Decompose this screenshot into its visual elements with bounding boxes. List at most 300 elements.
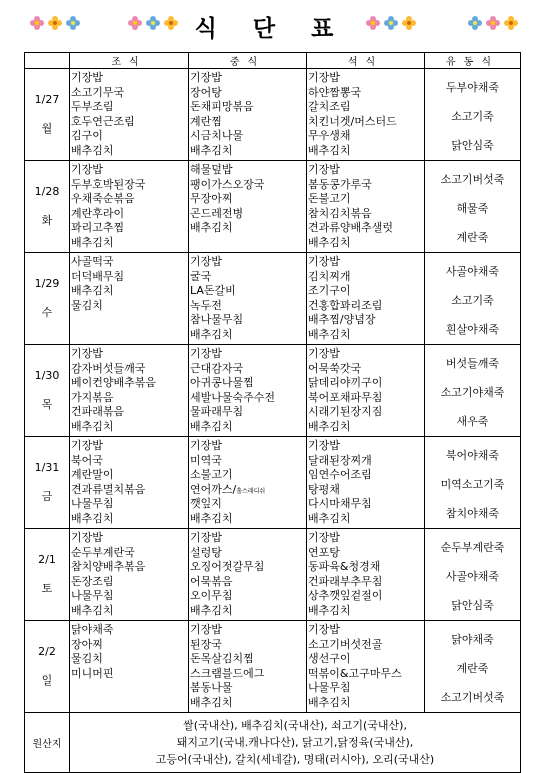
menu-item [71, 512, 188, 527]
menu-item [308, 454, 424, 469]
menu-item [71, 468, 188, 483]
menu-item [308, 391, 424, 406]
menu-item-text: 장어탕 [190, 85, 222, 99]
day-row [25, 161, 521, 253]
dinner-cell [307, 437, 425, 529]
header-corner [25, 53, 70, 69]
menu-item [190, 483, 306, 498]
menu-item-text: 기장밥 [190, 623, 222, 636]
menu-item-text: 배추김치 [308, 511, 351, 525]
menu-item [71, 178, 188, 193]
menu-item-text: 배추김치 [71, 419, 114, 433]
menu-item [71, 115, 188, 130]
menu-item-text: 깻잎지 [190, 497, 222, 510]
menu-item-text: 시래기된장지짐 [308, 405, 383, 418]
menu-item [190, 144, 306, 159]
menu-item-text: 소불고기 [190, 468, 233, 481]
menu-item [308, 115, 424, 130]
menu-item [190, 391, 306, 406]
menu-item [308, 468, 424, 483]
menu-item-text: 참치양배추볶음 [71, 560, 146, 573]
menu-item-text: 김치찌개 [308, 269, 351, 283]
liquid-item: 닭안심죽 [451, 599, 494, 612]
menu-item [190, 531, 306, 546]
menu-item-text: 건파래볶음 [71, 405, 125, 418]
menu-item [308, 347, 424, 362]
menu-item-text: 탕평채 [308, 482, 340, 496]
menu-item [308, 497, 424, 512]
origin-line: 돼지고기(국내.캐나다산), 닭고기,닭정육(국내산), [176, 736, 414, 749]
menu-item [190, 115, 306, 130]
menu-item [190, 623, 306, 638]
liquid-item: 소고기야채죽 [440, 386, 505, 399]
menu-item [308, 439, 424, 454]
breakfast-cell [70, 621, 189, 713]
liquid-item: 새우죽 [456, 415, 489, 428]
menu-item [190, 454, 306, 469]
menu-item-note: 홀스래디쉬 [236, 487, 266, 495]
menu-item-text: 배추김치 [190, 695, 233, 709]
menu-item [71, 420, 188, 435]
day-cell [25, 345, 70, 437]
menu-item-text: 연포탕 [308, 545, 340, 559]
menu-item [190, 178, 306, 193]
menu-item-text: 배추김치 [190, 511, 233, 525]
menu-item-text: 건홍합꽈리조림 [308, 298, 383, 312]
menu-item-text: 배추김치 [190, 419, 233, 433]
menu-item-text: 두부호박된장국 [71, 177, 146, 191]
menu-item [71, 439, 188, 454]
menu-item [308, 144, 424, 159]
menu-item [190, 71, 306, 86]
menu-item-text: 나물무침 [71, 589, 114, 602]
menu-item [190, 328, 306, 343]
menu-item [308, 313, 424, 328]
menu-item [190, 362, 306, 377]
menu-item [308, 284, 424, 299]
day-row [25, 345, 521, 437]
menu-item [308, 100, 424, 115]
menu-item-text: 기장밥 [308, 347, 340, 360]
menu-item-text: 참나물무침 [190, 313, 244, 326]
liquid-item: 두부야채죽 [445, 81, 500, 94]
menu-item-text: 치킨너겟/머스터드 [308, 114, 397, 128]
liquid-cell [425, 621, 521, 713]
menu-item-text: 기장밥 [308, 71, 340, 84]
liquid-item: 소고기버섯죽 [440, 173, 505, 186]
date-label: 2/1 [38, 553, 56, 566]
lunch-cell [189, 621, 307, 713]
menu-item-text: 스크램블드에그 [190, 666, 265, 680]
menu-item-text: 봄동콩가루국 [308, 177, 372, 191]
menu-item-text: 돈불고기 [308, 192, 351, 205]
origin-label: 원산지 [25, 713, 70, 773]
breakfast-cell [70, 161, 189, 253]
menu-item [190, 129, 306, 144]
menu-item [71, 546, 188, 561]
menu-item [308, 623, 424, 638]
menu-item-text: 기장밥 [308, 255, 340, 268]
menu-item-text: 꽈리고추찜 [71, 221, 125, 234]
menu-item-text: 무우생채 [308, 129, 351, 142]
menu-item [190, 347, 306, 362]
breakfast-cell [70, 529, 189, 621]
menu-item-text: 배추김치 [71, 143, 114, 157]
menu-item-text: 해물덮밥 [190, 163, 233, 176]
menu-item-text: 무장아찌 [190, 192, 233, 205]
liquid-item: 참치야채죽 [445, 507, 500, 520]
menu-item-text: 기장밥 [71, 347, 103, 360]
menu-item-text: 굴국 [190, 269, 212, 283]
liquid-cell [425, 161, 521, 253]
menu-item [71, 652, 188, 667]
menu-item [308, 575, 424, 590]
menu-item-text: 다시마채무침 [308, 497, 372, 510]
menu-item-text: 닭야채죽 [71, 623, 114, 636]
menu-item [308, 696, 424, 711]
menu-item-text: 배추김치 [190, 221, 233, 234]
menu-item [71, 376, 188, 391]
menu-item [71, 192, 188, 207]
menu-item [71, 129, 188, 144]
header-liquid: 유동식 [425, 53, 521, 69]
liquid-item: 흰살야채죽 [445, 323, 500, 336]
menu-item-text: 동파육&청경채 [308, 560, 381, 573]
date-label: 1/27 [34, 93, 60, 106]
weekday-label: 토 [41, 582, 53, 595]
menu-item-text: 나물무침 [71, 497, 114, 510]
menu-item-text: 건파래부추무침 [308, 574, 383, 588]
liquid-item: 소고기죽 [451, 110, 494, 123]
liquid-item: 순두부계란죽 [440, 541, 505, 554]
menu-item-text: 배추김치 [308, 327, 351, 341]
menu-item-text: 돈장조림 [71, 574, 114, 588]
lunch-cell [189, 437, 307, 529]
liquid-cell [425, 529, 521, 621]
day-row [25, 69, 521, 161]
header [0, 0, 542, 42]
menu-item-text: 기장밥 [190, 255, 222, 268]
menu-item [190, 667, 306, 682]
menu-item-text: 기장밥 [190, 71, 222, 84]
liquid-item: 북어야채죽 [445, 449, 500, 462]
menu-item [71, 163, 188, 178]
page-title: 식 단 표 [194, 16, 348, 42]
weekday-label: 목 [41, 398, 53, 411]
menu-item [71, 623, 188, 638]
flower-decoration-icon [366, 16, 380, 30]
menu-item-text: 계란말이 [71, 468, 114, 481]
menu-item [190, 284, 306, 299]
menu-item [71, 236, 188, 251]
liquid-item: 닭안심죽 [451, 139, 494, 152]
dinner-cell [307, 345, 425, 437]
menu-item-text: 갈치조림 [308, 100, 351, 113]
menu-item [71, 362, 188, 377]
dinner-cell [307, 69, 425, 161]
dinner-cell [307, 621, 425, 713]
date-label: 1/30 [34, 369, 60, 382]
menu-item-text: 사골떡국 [71, 255, 114, 268]
menu-item-text: 배추찜/양념장 [308, 313, 376, 326]
menu-item [71, 405, 188, 420]
liquid-item: 계란죽 [456, 231, 489, 244]
menu-item-text: 기장밥 [308, 163, 340, 176]
menu-item [190, 497, 306, 512]
day-row [25, 437, 521, 529]
menu-item-text: 배추김치 [71, 284, 114, 297]
menu-item [190, 439, 306, 454]
menu-item [308, 129, 424, 144]
menu-item [308, 270, 424, 285]
liquid-item: 소고기죽 [451, 294, 494, 307]
menu-item [308, 560, 424, 575]
menu-item [190, 405, 306, 420]
lunch-cell [189, 345, 307, 437]
menu-item [190, 100, 306, 115]
menu-item [71, 497, 188, 512]
menu-item [308, 604, 424, 619]
menu-item-text: 배추김치 [308, 603, 351, 617]
menu-item [190, 313, 306, 328]
menu-item [190, 696, 306, 711]
menu-item-text: 세발나물숙주수전 [190, 390, 276, 404]
menu-item-text: 된장국 [190, 637, 222, 651]
menu-item-text: 기장밥 [308, 439, 340, 452]
menu-item [190, 299, 306, 314]
lunch-cell [189, 529, 307, 621]
menu-item [308, 255, 424, 270]
menu-item [190, 255, 306, 270]
menu-item-text: 기장밥 [71, 163, 103, 176]
menu-item [308, 299, 424, 314]
menu-item [71, 100, 188, 115]
menu-item [308, 328, 424, 343]
breakfast-cell [70, 253, 189, 345]
menu-item-text: 근대감자국 [190, 361, 244, 375]
origin-info [70, 713, 521, 773]
menu-item [190, 86, 306, 101]
menu-item-text: 장아찌 [71, 637, 103, 651]
menu-item-text: 곤드레전병 [190, 206, 244, 220]
menu-item-text: 배추김치 [190, 327, 233, 341]
menu-item [71, 391, 188, 406]
menu-item-text: 닭데리야끼구이 [308, 376, 383, 389]
weekday-label: 일 [41, 674, 53, 687]
menu-item-text: 설렁탕 [190, 545, 222, 559]
menu-item-text: 배추김치 [308, 143, 351, 157]
menu-item [190, 221, 306, 236]
day-cell [25, 253, 70, 345]
menu-item [190, 163, 306, 178]
menu-item [308, 192, 424, 207]
menu-item-text: 더덕배무침 [71, 269, 125, 283]
menu-item [308, 589, 424, 604]
menu-item-text: 어묵쑥갓국 [308, 361, 362, 375]
menu-item-text: 돈목살김치찜 [190, 652, 254, 665]
menu-item [308, 638, 424, 653]
menu-item [71, 270, 188, 285]
flower-decoration-icon [384, 16, 398, 30]
menu-item-text: 미니머핀 [71, 666, 114, 680]
menu-item [190, 575, 306, 590]
dinner-cell [307, 529, 425, 621]
menu-item [308, 531, 424, 546]
dinner-cell [307, 161, 425, 253]
menu-item-text: 배추김치 [308, 419, 351, 433]
flower-decoration-icon [486, 16, 500, 30]
menu-item [190, 207, 306, 222]
menu-item-text: 생선구이 [308, 652, 351, 665]
header-lunch: 중식 [189, 53, 307, 69]
origin-line: 쌀(국내산), 배추김치(국내산), 쇠고기(국내산), [183, 719, 407, 732]
menu-item [71, 347, 188, 362]
breakfast-cell [70, 437, 189, 529]
menu-item-text: 녹두전 [190, 298, 222, 312]
menu-item-text: 기장밥 [71, 439, 103, 452]
day-cell [25, 69, 70, 161]
menu-item-text: 시금치나물 [190, 129, 244, 142]
menu-item [190, 681, 306, 696]
menu-item [308, 376, 424, 391]
day-cell [25, 437, 70, 529]
day-cell [25, 621, 70, 713]
menu-item-text: 참치김치볶음 [308, 206, 372, 220]
menu-item-text: 돈채피망볶음 [190, 100, 254, 113]
menu-item-text: 감자버섯들깨국 [71, 361, 146, 375]
menu-item-text: 임연수어조림 [308, 468, 372, 481]
menu-item-text: 견과류멸치볶음 [71, 482, 146, 496]
menu-item [190, 546, 306, 561]
menu-item [308, 483, 424, 498]
menu-item-text: 순두부계란국 [71, 545, 135, 559]
menu-item [71, 255, 188, 270]
menu-item-text: 기장밥 [308, 623, 340, 636]
menu-item [71, 144, 188, 159]
breakfast-cell [70, 69, 189, 161]
menu-item [308, 221, 424, 236]
menu-item-text: 가지볶음 [71, 390, 114, 404]
menu-item-text: 호두연근조림 [71, 114, 135, 128]
liquid-item: 닭야채죽 [451, 633, 494, 646]
header-dinner: 석식 [307, 53, 425, 69]
menu-item-text: 물김치 [71, 298, 103, 312]
liquid-cell [425, 437, 521, 529]
lunch-cell [189, 253, 307, 345]
liquid-cell [425, 69, 521, 161]
menu-item [71, 483, 188, 498]
menu-item [71, 299, 188, 314]
liquid-item: 계란죽 [456, 662, 489, 675]
menu-item [190, 468, 306, 483]
menu-item [190, 604, 306, 619]
day-cell [25, 161, 70, 253]
table-header-row [25, 53, 521, 69]
menu-item-text: 배추김치 [190, 603, 233, 617]
menu-item-text: 북어포채파무침 [308, 390, 383, 404]
menu-item [308, 546, 424, 561]
flower-decoration-icon [402, 16, 416, 30]
menu-item [308, 667, 424, 682]
menu-item-text: 기장밥 [190, 531, 222, 544]
date-label: 1/31 [34, 461, 60, 474]
weekday-label: 수 [41, 306, 53, 319]
menu-item [190, 192, 306, 207]
menu-item-text: 물김치 [71, 652, 103, 665]
menu-item [190, 376, 306, 391]
meal-table [24, 52, 521, 773]
menu-item-text: 소고기무국 [71, 85, 125, 99]
menu-item-text: 기장밥 [190, 439, 222, 452]
menu-item [190, 270, 306, 285]
menu-item-text: 견과류양배추샐럿 [308, 221, 394, 234]
menu-item [71, 589, 188, 604]
menu-item [71, 207, 188, 222]
menu-item [71, 221, 188, 236]
menu-item [308, 207, 424, 222]
menu-item [308, 681, 424, 696]
menu-item-text: 연어까스/ [190, 482, 237, 496]
menu-item-text: 배추김치 [71, 603, 114, 617]
menu-item-text: 어묵볶음 [190, 574, 233, 588]
header-breakfast: 조식 [70, 53, 189, 69]
menu-item-text: 배추김치 [308, 695, 351, 709]
liquid-item: 소고기버섯죽 [440, 691, 505, 704]
menu-item [71, 560, 188, 575]
day-row [25, 253, 521, 345]
menu-item [308, 420, 424, 435]
lunch-cell [189, 69, 307, 161]
flower-decoration-icon [468, 16, 482, 30]
liquid-cell [425, 253, 521, 345]
menu-item [308, 86, 424, 101]
menu-item [71, 604, 188, 619]
menu-item-text: 상추깻잎겉절이 [308, 589, 383, 602]
menu-item-text: 오이무침 [190, 589, 233, 602]
menu-item-text: 배추김치 [71, 235, 114, 249]
dinner-cell [307, 253, 425, 345]
menu-item [308, 71, 424, 86]
menu-item-text: 계란후라이 [71, 206, 125, 220]
menu-item-text: LA돈갈비 [190, 284, 236, 297]
menu-item [71, 71, 188, 86]
liquid-cell [425, 345, 521, 437]
menu-item [71, 86, 188, 101]
menu-item [190, 560, 306, 575]
menu-item-text: 팽이가스오장국 [190, 177, 265, 191]
menu-item [190, 638, 306, 653]
liquid-item: 미역소고기죽 [440, 478, 505, 491]
menu-item [190, 652, 306, 667]
menu-item-text: 달래된장찌개 [308, 453, 372, 467]
menu-item [190, 420, 306, 435]
menu-item [71, 667, 188, 682]
liquid-item: 사골야채죽 [445, 265, 500, 278]
menu-item-text: 배추김치 [308, 235, 351, 249]
menu-item-text: 나물무침 [308, 681, 351, 694]
menu-item [71, 284, 188, 299]
date-label: 2/2 [38, 645, 56, 658]
liquid-item: 버섯들깨죽 [445, 357, 500, 370]
menu-item [308, 652, 424, 667]
menu-item-text: 우채죽순볶음 [71, 192, 135, 205]
menu-item [71, 575, 188, 590]
liquid-item: 사골야채죽 [445, 570, 500, 583]
origin-line: 고등어(국내산), 갈치(세네갈), 명태(러시아), 오리(국내산) [155, 753, 435, 766]
date-label: 1/29 [34, 277, 60, 290]
menu-item-text: 소고기버섯전골 [308, 637, 383, 651]
menu-item-text: 배추김치 [71, 511, 114, 525]
